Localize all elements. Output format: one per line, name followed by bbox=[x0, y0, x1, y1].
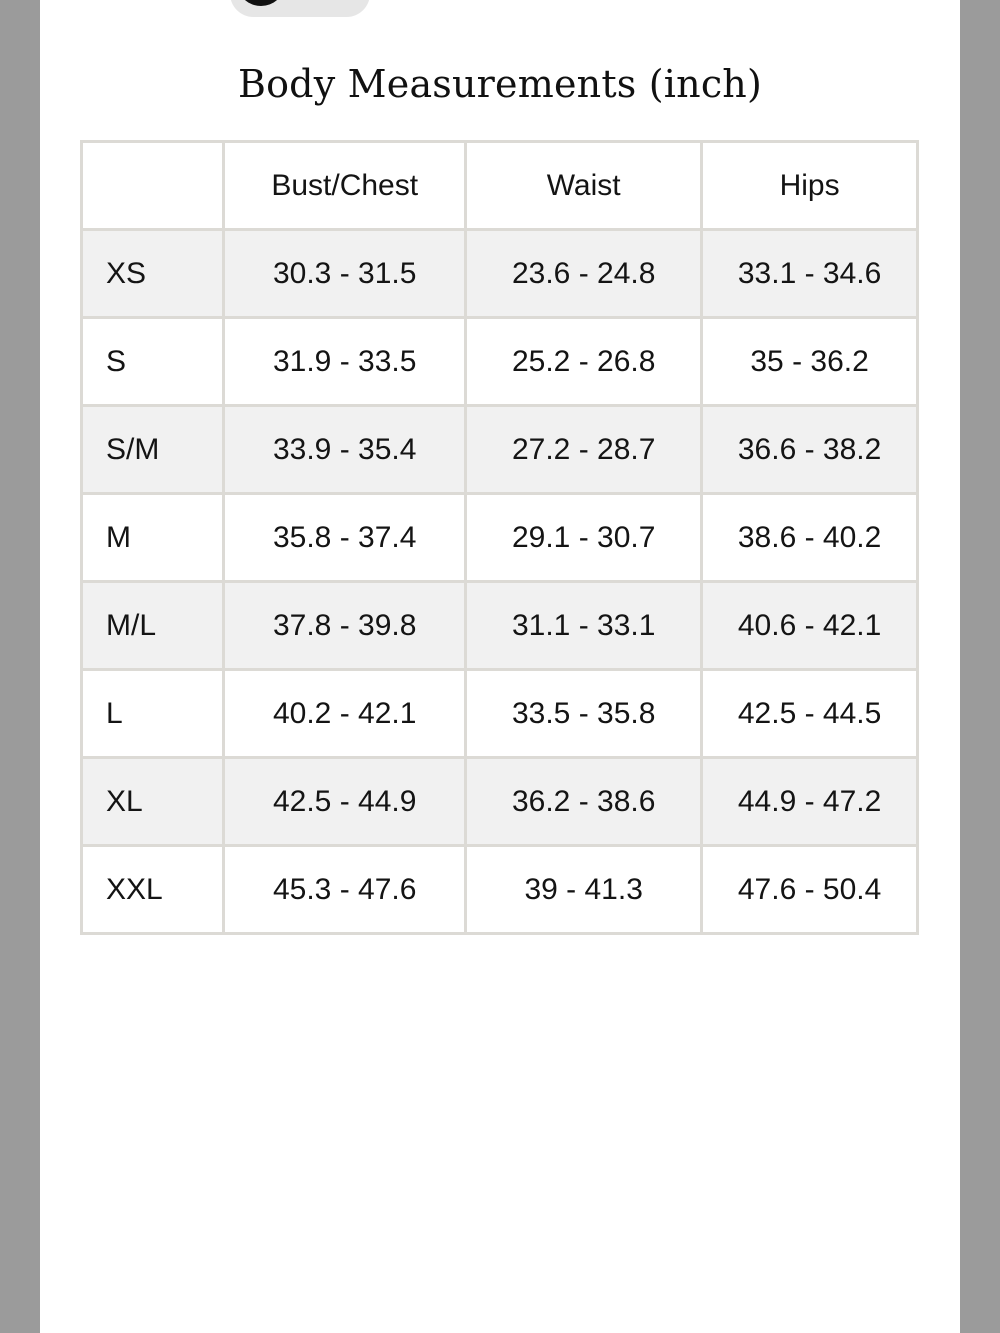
bust-cell: 45.3 - 47.6 bbox=[224, 846, 466, 934]
hips-cell: 40.6 - 42.1 bbox=[702, 582, 918, 670]
waist-cell: 33.5 - 35.8 bbox=[466, 670, 702, 758]
hips-cell: 36.6 - 38.2 bbox=[702, 406, 918, 494]
waist-cell: 23.6 - 24.8 bbox=[466, 230, 702, 318]
table-row bbox=[82, 494, 918, 582]
hips-cell: 35 - 36.2 bbox=[702, 318, 918, 406]
table-row bbox=[82, 582, 918, 670]
waist-cell: 36.2 - 38.6 bbox=[466, 758, 702, 846]
size-cell: XXL bbox=[82, 846, 224, 934]
size-cell: L bbox=[82, 670, 224, 758]
bust-cell: 35.8 - 37.4 bbox=[224, 494, 466, 582]
waist-cell: 39 - 41.3 bbox=[466, 846, 702, 934]
table-row bbox=[82, 846, 918, 934]
size-cell: XL bbox=[82, 758, 224, 846]
hips-cell: 47.6 - 50.4 bbox=[702, 846, 918, 934]
bust-cell: 42.5 - 44.9 bbox=[224, 758, 466, 846]
size-cell: M/L bbox=[82, 582, 224, 670]
bust-cell: 31.9 - 33.5 bbox=[224, 318, 466, 406]
size-cell: XS bbox=[82, 230, 224, 318]
table-row bbox=[82, 758, 918, 846]
header-cell-bust-chest: Bust/Chest bbox=[224, 142, 466, 230]
size-cell: S/M bbox=[82, 406, 224, 494]
bust-cell: 33.9 - 35.4 bbox=[224, 406, 466, 494]
hips-cell: 38.6 - 40.2 bbox=[702, 494, 918, 582]
size-cell: S bbox=[82, 318, 224, 406]
header-cell-waist: Waist bbox=[466, 142, 702, 230]
waist-cell: 27.2 - 28.7 bbox=[466, 406, 702, 494]
content-panel bbox=[40, 0, 960, 1333]
table-header-row bbox=[82, 142, 918, 230]
waist-cell: 25.2 - 26.8 bbox=[466, 318, 702, 406]
hips-cell: 33.1 - 34.6 bbox=[702, 230, 918, 318]
bust-cell: 37.8 - 39.8 bbox=[224, 582, 466, 670]
waist-cell: 29.1 - 30.7 bbox=[466, 494, 702, 582]
table-row bbox=[82, 230, 918, 318]
hips-cell: 44.9 - 47.2 bbox=[702, 758, 918, 846]
table-row bbox=[82, 318, 918, 406]
table-row bbox=[82, 670, 918, 758]
bust-cell: 30.3 - 31.5 bbox=[224, 230, 466, 318]
table-row bbox=[82, 406, 918, 494]
page-title: Body Measurements (inch) bbox=[237, 62, 763, 106]
header-cell-hips: Hips bbox=[702, 142, 918, 230]
waist-cell: 31.1 - 33.1 bbox=[466, 582, 702, 670]
bust-cell: 40.2 - 42.1 bbox=[224, 670, 466, 758]
hips-cell: 42.5 - 44.5 bbox=[702, 670, 918, 758]
size-cell: M bbox=[82, 494, 224, 582]
header-cell-size bbox=[82, 142, 224, 230]
size-chart-table bbox=[80, 140, 919, 935]
